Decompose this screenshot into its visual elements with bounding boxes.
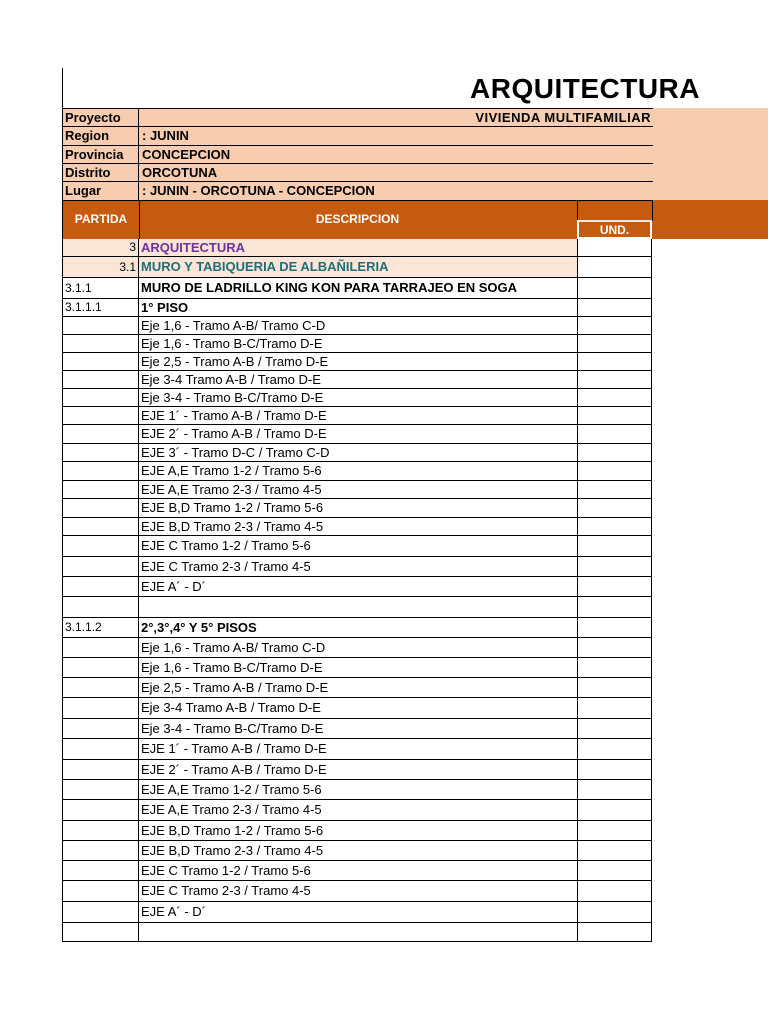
- partida-cell[interactable]: [62, 557, 138, 577]
- partida-cell[interactable]: 3.1: [62, 257, 138, 278]
- partida-cell[interactable]: [62, 499, 138, 518]
- partida-cell[interactable]: [62, 780, 138, 800]
- table-row: [62, 536, 652, 557]
- table-row: [62, 335, 652, 353]
- table-row: [62, 425, 652, 444]
- und-cell[interactable]: [577, 278, 652, 299]
- table-row: [62, 353, 652, 371]
- und-cell[interactable]: [577, 739, 652, 760]
- partida-cell[interactable]: [62, 389, 138, 407]
- table-row: [62, 597, 652, 618]
- sheet-left-border: [62, 68, 63, 108]
- descripcion-cell[interactable]: EJE C Tramo 2-3 / Tramo 4-5: [138, 881, 577, 902]
- partida-cell[interactable]: [62, 335, 138, 353]
- und-cell[interactable]: [577, 353, 652, 371]
- descripcion-cell[interactable]: EJE B,D Tramo 1-2 / Tramo 5-6: [138, 821, 577, 841]
- info-row-distrito: [62, 163, 653, 182]
- provincia-label[interactable]: Provincia: [63, 146, 139, 164]
- und-cell[interactable]: [577, 444, 652, 462]
- distrito-label[interactable]: Distrito: [63, 164, 139, 182]
- table-row: [62, 841, 652, 861]
- distrito-value[interactable]: ORCOTUNA: [142, 165, 218, 180]
- und-cell[interactable]: [577, 618, 652, 638]
- table-row: [62, 902, 652, 923]
- partida-cell[interactable]: [62, 881, 138, 902]
- descripcion-cell[interactable]: EJE B,D Tramo 2-3 / Tramo 4-5: [138, 518, 577, 536]
- descripcion-cell[interactable]: EJE 3´ - Tramo D-C / Tramo C-D: [138, 444, 577, 462]
- table-row: [62, 678, 652, 698]
- descripcion-cell[interactable]: EJE B,D Tramo 1-2 / Tramo 5-6: [138, 499, 577, 518]
- und-cell[interactable]: [577, 638, 652, 658]
- table-row: [62, 462, 652, 481]
- descripcion-cell[interactable]: Eje 2,5 - Tramo A-B / Tramo D-E: [138, 678, 577, 698]
- table-row: [62, 407, 652, 425]
- und-cell[interactable]: [577, 719, 652, 739]
- descripcion-cell[interactable]: EJE A,E Tramo 1-2 / Tramo 5-6: [138, 462, 577, 481]
- info-row-lugar: [62, 181, 653, 200]
- partida-cell[interactable]: [62, 536, 138, 557]
- und-cell[interactable]: [577, 841, 652, 861]
- partida-cell[interactable]: [62, 821, 138, 841]
- header-partida[interactable]: PARTIDA: [62, 200, 140, 241]
- und-cell[interactable]: [577, 299, 652, 317]
- und-cell[interactable]: [577, 462, 652, 481]
- descripcion-cell[interactable]: EJE 2´ - Tramo A-B / Tramo D-E: [138, 425, 577, 444]
- partida-cell[interactable]: [62, 638, 138, 658]
- table-row: [62, 923, 652, 942]
- descripcion-cell[interactable]: EJE C Tramo 1-2 / Tramo 5-6: [138, 536, 577, 557]
- partida-cell[interactable]: [62, 353, 138, 371]
- table-row: [62, 317, 652, 335]
- descripcion-cell[interactable]: 1° PISO: [138, 299, 577, 317]
- table-row: [62, 780, 652, 800]
- descripcion-cell[interactable]: 2°,3°,4° Y 5° PISOS: [138, 618, 577, 638]
- partida-cell[interactable]: [62, 902, 138, 923]
- partida-cell[interactable]: [62, 481, 138, 499]
- descripcion-cell[interactable]: EJE A´ - D´: [138, 902, 577, 923]
- table-row: [62, 389, 652, 407]
- partida-cell[interactable]: 3.1.1.1: [62, 299, 138, 317]
- sheet-title: ARQUITECTURA: [470, 73, 700, 104]
- partida-cell[interactable]: [62, 407, 138, 425]
- descripcion-cell[interactable]: EJE A,E Tramo 2-3 / Tramo 4-5: [138, 800, 577, 821]
- descripcion-cell[interactable]: [138, 923, 577, 942]
- partida-cell[interactable]: [62, 841, 138, 861]
- table-row: [62, 444, 652, 462]
- partida-cell[interactable]: [62, 698, 138, 719]
- descripcion-cell[interactable]: EJE 1´ - Tramo A-B / Tramo D-E: [138, 739, 577, 760]
- partida-cell[interactable]: [62, 518, 138, 536]
- proyecto-label[interactable]: Proyecto: [63, 109, 139, 127]
- partida-cell[interactable]: [62, 719, 138, 739]
- table-row: [62, 257, 652, 278]
- descripcion-cell[interactable]: EJE A,E Tramo 2-3 / Tramo 4-5: [138, 481, 577, 499]
- descripcion-cell[interactable]: EJE C Tramo 2-3 / Tramo 4-5: [138, 557, 577, 577]
- und-cell[interactable]: [577, 407, 652, 425]
- table-row: [62, 557, 652, 577]
- partida-cell[interactable]: [62, 678, 138, 698]
- header-descripcion[interactable]: DESCRIPCION: [138, 200, 578, 241]
- provincia-value[interactable]: CONCEPCION: [142, 147, 231, 162]
- header-und[interactable]: UND.: [577, 220, 652, 239]
- descripcion-cell[interactable]: Eje 1,6 - Tramo A-B/ Tramo C-D: [138, 317, 577, 335]
- partida-cell[interactable]: [62, 425, 138, 444]
- descripcion-cell[interactable]: EJE 2´ - Tramo A-B / Tramo D-E: [138, 760, 577, 780]
- und-cell[interactable]: [577, 577, 652, 597]
- und-cell[interactable]: [577, 800, 652, 821]
- und-cell[interactable]: [577, 257, 652, 278]
- descripcion-cell[interactable]: Eje 2,5 - Tramo A-B / Tramo D-E: [138, 353, 577, 371]
- descripcion-cell[interactable]: EJE B,D Tramo 2-3 / Tramo 4-5: [138, 841, 577, 861]
- und-cell[interactable]: [577, 518, 652, 536]
- partida-cell[interactable]: [62, 444, 138, 462]
- und-cell[interactable]: [577, 902, 652, 923]
- table-row: [62, 638, 652, 658]
- und-cell[interactable]: [577, 335, 652, 353]
- partida-cell[interactable]: [62, 923, 138, 942]
- descripcion-cell[interactable]: MURO DE LADRILLO KING KON PARA TARRAJEO EN SOGA: [138, 278, 577, 299]
- table-row: [62, 499, 652, 518]
- und-cell[interactable]: [577, 536, 652, 557]
- partida-cell[interactable]: [62, 597, 138, 618]
- und-cell[interactable]: [577, 499, 652, 518]
- table-row: [62, 278, 652, 299]
- und-cell[interactable]: [577, 481, 652, 499]
- partida-cell[interactable]: [62, 371, 138, 389]
- partida-cell[interactable]: [62, 800, 138, 821]
- table-row: [62, 518, 652, 536]
- und-cell[interactable]: [577, 317, 652, 335]
- region-label[interactable]: Region: [63, 127, 139, 145]
- table-row: [62, 821, 652, 841]
- partida-cell[interactable]: 3.1.1: [62, 278, 138, 299]
- und-cell[interactable]: [577, 881, 652, 902]
- table-row: [62, 861, 652, 881]
- und-cell[interactable]: [577, 371, 652, 389]
- descripcion-cell[interactable]: Eje 1,6 - Tramo A-B/ Tramo C-D: [138, 638, 577, 658]
- und-cell[interactable]: [577, 389, 652, 407]
- und-cell[interactable]: [577, 678, 652, 698]
- descripcion-cell[interactable]: EJE 1´ - Tramo A-B / Tramo D-E: [138, 407, 577, 425]
- lugar-value[interactable]: : JUNIN - ORCOTUNA - CONCEPCION: [142, 183, 375, 198]
- descripcion-cell[interactable]: Eje 3-4 Tramo A-B / Tramo D-E: [138, 698, 577, 719]
- region-value[interactable]: : JUNIN: [142, 128, 189, 143]
- table-row: [62, 881, 652, 902]
- header-und-top-cell[interactable]: [577, 200, 653, 221]
- info-row-proyecto: [62, 108, 653, 127]
- table-row: [62, 371, 652, 389]
- und-cell[interactable]: [577, 698, 652, 719]
- info-row-provincia: [62, 145, 653, 164]
- und-cell[interactable]: [577, 760, 652, 780]
- descripcion-cell[interactable]: [138, 597, 577, 618]
- partida-cell[interactable]: [62, 658, 138, 678]
- und-cell[interactable]: [577, 780, 652, 800]
- table-row: [62, 481, 652, 499]
- descripcion-cell[interactable]: Eje 1,6 - Tramo B-C/Tramo D-E: [138, 335, 577, 353]
- table-row: [62, 719, 652, 739]
- descripcion-cell[interactable]: ARQUITECTURA: [138, 239, 577, 257]
- und-cell[interactable]: [577, 239, 652, 257]
- und-cell[interactable]: [577, 861, 652, 881]
- partida-cell[interactable]: [62, 577, 138, 597]
- partida-cell[interactable]: [62, 739, 138, 760]
- table-row: [62, 618, 652, 638]
- descripcion-cell[interactable]: Eje 3-4 - Tramo B-C/Tramo D-E: [138, 389, 577, 407]
- und-cell[interactable]: [577, 597, 652, 618]
- table-row: [62, 299, 652, 317]
- und-cell[interactable]: [577, 658, 652, 678]
- table-row: [62, 658, 652, 678]
- und-cell[interactable]: [577, 425, 652, 444]
- lugar-label[interactable]: Lugar: [63, 182, 139, 200]
- descripcion-cell[interactable]: MURO Y TABIQUERIA DE ALBAÑILERIA: [138, 257, 577, 278]
- partida-cell[interactable]: [62, 760, 138, 780]
- info-row-region: [62, 126, 653, 145]
- descripcion-cell[interactable]: Eje 1,6 - Tramo B-C/Tramo D-E: [138, 658, 577, 678]
- descripcion-cell[interactable]: Eje 3-4 Tramo A-B / Tramo D-E: [138, 371, 577, 389]
- descripcion-cell[interactable]: EJE C Tramo 1-2 / Tramo 5-6: [138, 861, 577, 881]
- descripcion-cell[interactable]: EJE A´ - D´: [138, 577, 577, 597]
- table-row: [62, 739, 652, 760]
- partida-cell[interactable]: 3: [62, 239, 138, 257]
- und-cell[interactable]: [577, 821, 652, 841]
- proyecto-value[interactable]: VIVIENDA MULTIFAMILIAR: [475, 110, 651, 125]
- und-cell[interactable]: [577, 557, 652, 577]
- descripcion-cell[interactable]: EJE A,E Tramo 1-2 / Tramo 5-6: [138, 780, 577, 800]
- partida-cell[interactable]: [62, 317, 138, 335]
- table-row: [62, 239, 652, 257]
- table-row: [62, 577, 652, 597]
- partida-cell[interactable]: 3.1.1.2: [62, 618, 138, 638]
- und-cell[interactable]: [577, 923, 652, 942]
- table-row: [62, 698, 652, 719]
- descripcion-cell[interactable]: Eje 3-4 - Tramo B-C/Tramo D-E: [138, 719, 577, 739]
- table-row: [62, 760, 652, 780]
- table-row: [62, 800, 652, 821]
- partida-cell[interactable]: [62, 861, 138, 881]
- partida-cell[interactable]: [62, 462, 138, 481]
